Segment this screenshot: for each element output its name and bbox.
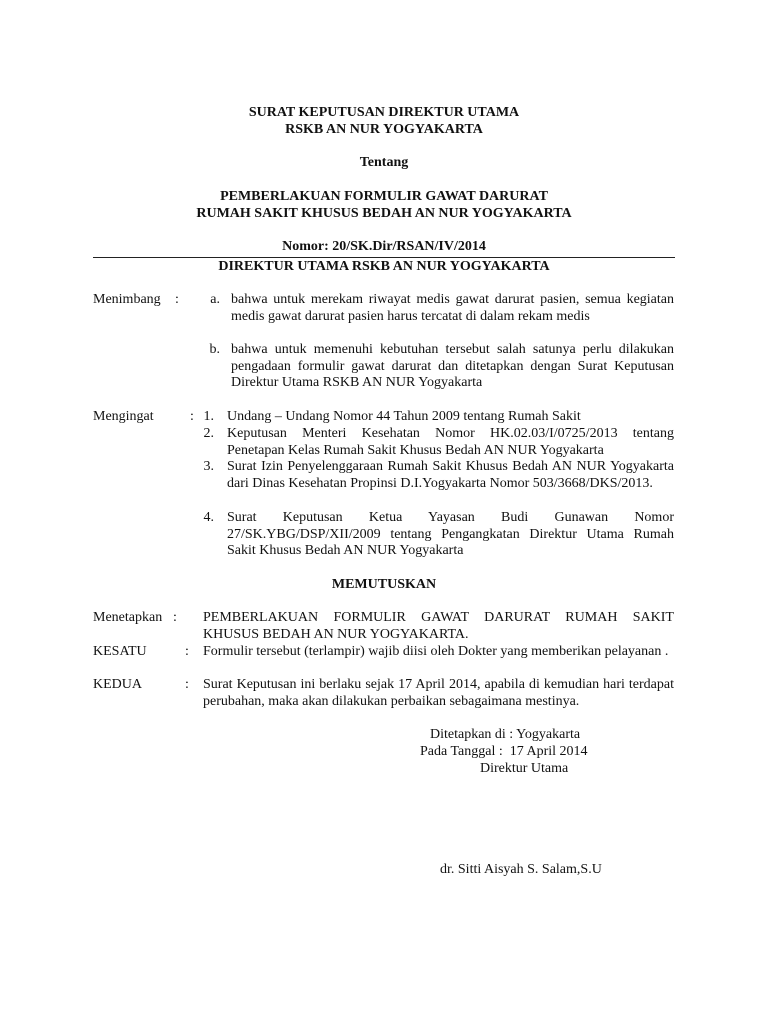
kedua-colon: :: [185, 677, 189, 692]
signatory-name: dr. Sitti Aisyah S. Salam,S.U: [440, 862, 602, 877]
title-line-2: RSKB AN NUR YOGYAKARTA: [285, 122, 483, 137]
menimbang-item-b: bahwa untuk memenuhi kebutuhan tersebut salah satunya perlu dilakukan pengadaan formulir gawat darurat dan ditetapkan dengan Surat Keputusan Direktur Utama RSKB AN NUR Yogyakarta: [231, 342, 674, 390]
subject-line-1: PEMBERLAKUAN FORMULIR GAWAT DARURAT: [220, 189, 548, 204]
menetapkan-label: Menetapkan: [93, 610, 163, 625]
memutuskan-heading: MEMUTUSKAN: [331, 577, 437, 592]
mengingat-marker-2: 2.: [203, 426, 214, 441]
menetapkan-text: PEMBERLAKUAN FORMULIR GAWAT DARURAT RUMAH SAKIT KHUSUS BEDAH AN NUR YOGYAKARTA.: [203, 610, 674, 642]
mengingat-item-1: Undang – Undang Nomor 44 Tahun 2009 tentang Rumah Sakit: [227, 409, 581, 424]
mengingat-marker-4: 4.: [203, 510, 214, 525]
title-line-1: SURAT KEPUTUSAN DIREKTUR UTAMA: [248, 105, 520, 120]
decree-number: Nomor: 20/SK.Dir/RSAN/IV/2014: [282, 239, 486, 254]
mengingat-item-4: Surat Keputusan Ketua Yayasan Budi Gunawan Nomor 27/SK.YBG/DSP/XII/2009 tentang Pengangkatan Direktur Utama Rumah Sakit Khusus Bedah AN NUR Yogyakarta: [227, 510, 674, 558]
kesatu-label: KESATU: [93, 644, 147, 659]
subject-line-2: RUMAH SAKIT KHUSUS BEDAH AN NUR YOGYAKARTA: [196, 206, 572, 221]
tentang-label: Tentang: [359, 155, 409, 170]
menimbang-label: Menimbang: [93, 292, 161, 307]
issuer-title: DIREKTUR UTAMA RSKB AN NUR YOGYAKARTA: [218, 259, 550, 274]
mengingat-colon: :: [190, 409, 194, 424]
mengingat-item-3: Surat Izin Penyelenggaraan Rumah Sakit Khusus Bedah AN NUR Yogyakarta dari Dinas Kesehatan Propinsi D.I.Yogyakarta Nomor 503/3668/DKS/2013.: [227, 459, 674, 491]
kedua-label: KEDUA: [93, 677, 142, 692]
signatory-title: Direktur Utama: [480, 761, 569, 776]
mengingat-item-2: Keputusan Menteri Kesehatan Nomor HK.02.03/I/0725/2013 tentang Penetapan Kelas Rumah Sakit Khusus Bedah AN NUR Yogyakarta: [227, 426, 674, 458]
kedua-text: Surat Keputusan ini berlaku sejak 17 April 2014, apabila di kemudian hari terdapat perubahan, maka akan dilakukan perbaikan sebagaimana mestinya.: [203, 677, 674, 709]
ditetapkan-date: Pada Tanggal : 17 April 2014: [420, 744, 588, 759]
mengingat-marker-1: 1.: [203, 409, 214, 424]
mengingat-marker-3: 3.: [203, 459, 214, 474]
menetapkan-colon: :: [173, 610, 177, 625]
menimbang-item-a: bahwa untuk merekam riwayat medis gawat darurat pasien, semua kegiatan medis gawat darurat pasien harus tercatat di dalam rekam medis: [231, 292, 674, 324]
menimbang-colon: :: [175, 292, 179, 307]
mengingat-label: Mengingat: [93, 409, 154, 424]
menimbang-marker-a: a.: [210, 292, 220, 307]
kesatu-text: Formulir tersebut (terlampir) wajib diisi oleh Dokter yang memberikan pelayanan .: [203, 644, 669, 659]
ditetapkan-place: Ditetapkan di : Yogyakarta: [430, 727, 581, 742]
kesatu-colon: :: [185, 644, 189, 659]
menimbang-marker-b: b.: [209, 342, 220, 357]
